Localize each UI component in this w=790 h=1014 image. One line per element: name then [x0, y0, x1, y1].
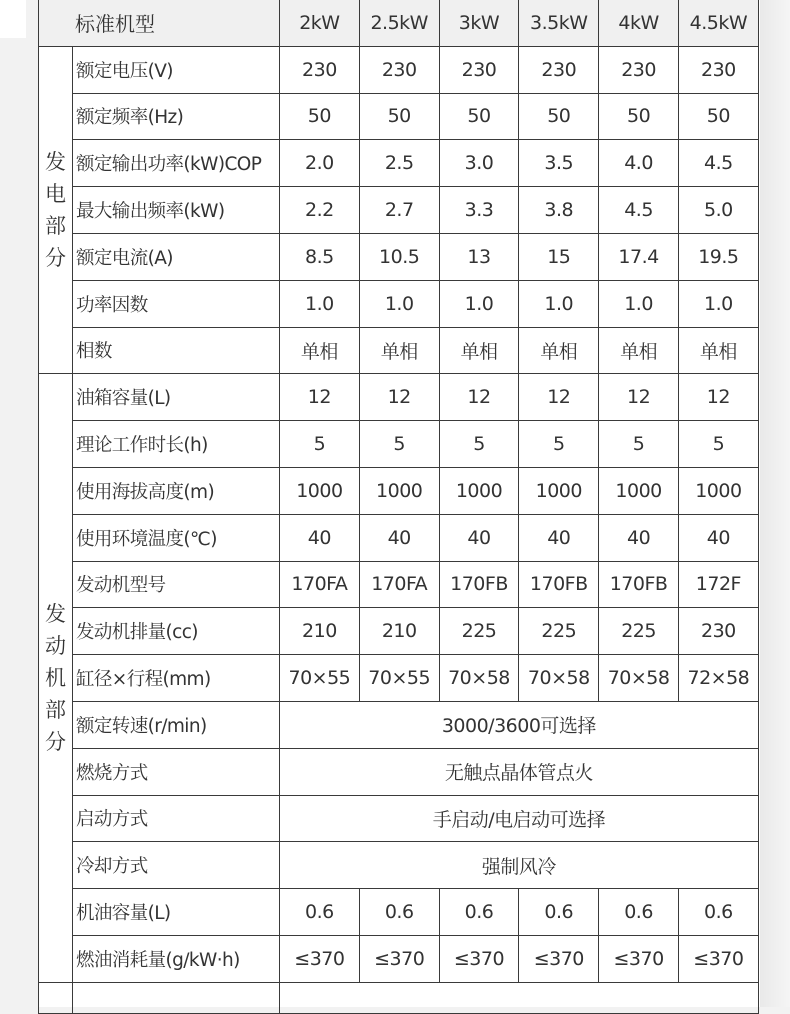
- table-row: [39, 748, 759, 795]
- value-cell: 72×58: [678, 655, 758, 702]
- value-cell: ≤370: [439, 935, 519, 982]
- row-name-cell: 燃烧方式: [73, 748, 280, 795]
- value-cell: 1.0: [439, 280, 519, 327]
- table-row-bottom-partial: [39, 982, 759, 1013]
- merged-value-cell: 手启动/电启动可选择: [280, 795, 759, 842]
- value-cell: 230: [359, 46, 439, 93]
- value-cell: 1000: [439, 467, 519, 514]
- row-name-cell: 额定转速(r/min): [73, 701, 280, 748]
- value-cell: 40: [519, 514, 599, 561]
- value-cell: 1000: [599, 467, 679, 514]
- value-cell: 40: [599, 514, 679, 561]
- value-cell: 5: [599, 421, 679, 468]
- value-cell: 70×55: [359, 655, 439, 702]
- header-label: 标准机型: [39, 0, 280, 46]
- value-cell: 8.5: [280, 233, 360, 280]
- merged-value-cell: 无触点晶体管点火: [280, 748, 759, 795]
- value-cell: 4.5: [599, 187, 679, 234]
- value-cell: 单相: [599, 327, 679, 374]
- value-cell: 0.6: [519, 889, 599, 936]
- value-cell: 17.4: [599, 233, 679, 280]
- value-cell: 230: [678, 46, 758, 93]
- value-cell: 40: [439, 514, 519, 561]
- value-cell: 1.0: [599, 280, 679, 327]
- table-row: [39, 935, 759, 982]
- value-cell: ≤370: [359, 935, 439, 982]
- row-name-cell: 相数: [73, 327, 280, 374]
- value-cell: 50: [599, 93, 679, 140]
- top-left-white-block: [0, 0, 26, 38]
- table-row: [39, 233, 759, 280]
- table-row: [39, 701, 759, 748]
- value-cell: 4.5: [678, 140, 758, 187]
- value-cell: 170FB: [599, 561, 679, 608]
- value-cell: 5: [280, 421, 360, 468]
- value-cell: 单相: [359, 327, 439, 374]
- value-cell: 3.8: [519, 187, 599, 234]
- value-cell: 13: [439, 233, 519, 280]
- value-cell: 50: [359, 93, 439, 140]
- value-cell: 70×58: [439, 655, 519, 702]
- value-cell: 172F: [678, 561, 758, 608]
- value-cell: 3.5: [519, 140, 599, 187]
- value-cell: 1000: [678, 467, 758, 514]
- header-model-cell: 2kW: [280, 0, 360, 46]
- value-cell: 1.0: [519, 280, 599, 327]
- table-row: [39, 421, 759, 468]
- value-cell: 10.5: [359, 233, 439, 280]
- table-row: [39, 93, 759, 140]
- value-cell: 40: [359, 514, 439, 561]
- value-cell: 12: [280, 374, 360, 421]
- value-cell: 225: [599, 608, 679, 655]
- value-cell: 12: [519, 374, 599, 421]
- value-cell: 1000: [519, 467, 599, 514]
- row-name-cell: 燃油消耗量(g/kW·h): [73, 935, 280, 982]
- row-name-cell: 额定输出功率(kW)COP: [73, 140, 280, 187]
- row-name-cell: 油箱容量(L): [73, 374, 280, 421]
- value-cell: 70×58: [599, 655, 679, 702]
- value-cell: ≤370: [519, 935, 599, 982]
- value-cell: 单相: [280, 327, 360, 374]
- row-name-cell: 额定频率(Hz): [73, 93, 280, 140]
- value-cell: 0.6: [439, 889, 519, 936]
- row-name-cell: 额定电流(A): [73, 233, 280, 280]
- value-cell: 0.6: [678, 889, 758, 936]
- row-name-cell: 额定电压(V): [73, 46, 280, 93]
- value-cell: 12: [439, 374, 519, 421]
- table-row: [39, 608, 759, 655]
- value-cell: 5: [359, 421, 439, 468]
- value-cell: 70×55: [280, 655, 360, 702]
- row-name-cell: 机油容量(L): [73, 889, 280, 936]
- value-cell: 0.6: [599, 889, 679, 936]
- value-cell: 230: [280, 46, 360, 93]
- value-cell: 19.5: [678, 233, 758, 280]
- value-cell: 2.7: [359, 187, 439, 234]
- table-row: [39, 467, 759, 514]
- table-row: [39, 561, 759, 608]
- value-cell: 5: [678, 421, 758, 468]
- header-model-cell: 2.5kW: [359, 0, 439, 46]
- table-row: [39, 187, 759, 234]
- header-model-cell: 3kW: [439, 0, 519, 46]
- value-cell: 12: [599, 374, 679, 421]
- value-cell: 1.0: [678, 280, 758, 327]
- row-name-cell: 冷却方式: [73, 842, 280, 889]
- value-cell: 40: [280, 514, 360, 561]
- table-row: [39, 842, 759, 889]
- value-cell: 1000: [280, 467, 360, 514]
- value-cell: ≤370: [280, 935, 360, 982]
- row-name-cell: 功率因数: [73, 280, 280, 327]
- row-name-cell: 理论工作时长(h): [73, 421, 280, 468]
- value-cell: 5: [519, 421, 599, 468]
- value-cell: 0.6: [280, 889, 360, 936]
- table-row: [39, 374, 759, 421]
- row-name-cell: 最大输出频率(kW): [73, 187, 280, 234]
- group-label-engine: 发动机部分: [39, 374, 73, 982]
- value-cell: 12: [678, 374, 758, 421]
- value-cell: 70×58: [519, 655, 599, 702]
- value-cell: 225: [519, 608, 599, 655]
- value-cell: 170FB: [519, 561, 599, 608]
- header-model-cell: 4kW: [599, 0, 679, 46]
- value-cell: 2.5: [359, 140, 439, 187]
- value-cell: 单相: [678, 327, 758, 374]
- value-cell: 单相: [439, 327, 519, 374]
- spec-table: [38, 0, 759, 1014]
- table-row: [39, 795, 759, 842]
- table-row: [39, 280, 759, 327]
- value-cell: 1.0: [359, 280, 439, 327]
- value-cell: 50: [678, 93, 758, 140]
- row-name-cell: 发动机型号: [73, 561, 280, 608]
- value-cell: ≤370: [678, 935, 758, 982]
- value-cell: 230: [439, 46, 519, 93]
- table-row: [39, 327, 759, 374]
- value-cell: 230: [678, 608, 758, 655]
- table-row: [39, 889, 759, 936]
- value-cell: 4.0: [599, 140, 679, 187]
- value-cell: 单相: [519, 327, 599, 374]
- header-model-cell: 3.5kW: [519, 0, 599, 46]
- row-name-cell: 使用海拔高度(m): [73, 467, 280, 514]
- value-cell: 1000: [359, 467, 439, 514]
- value-cell: 40: [678, 514, 758, 561]
- value-cell: 170FA: [359, 561, 439, 608]
- value-cell: 5.0: [678, 187, 758, 234]
- table-header-row: [39, 0, 759, 46]
- value-cell: 1.0: [280, 280, 360, 327]
- value-cell: 0.6: [359, 889, 439, 936]
- value-cell: 3.3: [439, 187, 519, 234]
- row-name-cell: 启动方式: [73, 795, 280, 842]
- value-cell: 3.0: [439, 140, 519, 187]
- value-cell: 50: [280, 93, 360, 140]
- value-cell: 2.2: [280, 187, 360, 234]
- value-cell: 210: [280, 608, 360, 655]
- value-cell: 15: [519, 233, 599, 280]
- spec-table-body: [39, 0, 759, 1013]
- header-model-cell: 4.5kW: [678, 0, 758, 46]
- right-shadow: [760, 0, 790, 1007]
- value-cell: 170FA: [280, 561, 360, 608]
- value-cell: 225: [439, 608, 519, 655]
- value-cell: 2.0: [280, 140, 360, 187]
- table-row: [39, 655, 759, 702]
- table-row: [39, 140, 759, 187]
- table-row: [39, 514, 759, 561]
- value-cell: 230: [519, 46, 599, 93]
- merged-value-cell: 强制风冷: [280, 842, 759, 889]
- value-cell: 50: [439, 93, 519, 140]
- merged-value-cell: 3000/3600可选择: [280, 701, 759, 748]
- value-cell: 12: [359, 374, 439, 421]
- table-row: [39, 46, 759, 93]
- row-name-cell: 使用环境温度(℃): [73, 514, 280, 561]
- row-name-cell: 发动机排量(cc): [73, 608, 280, 655]
- row-name-cell: 缸径×行程(mm): [73, 655, 280, 702]
- value-cell: 210: [359, 608, 439, 655]
- value-cell: 50: [519, 93, 599, 140]
- group-label-generator: 发电部分: [39, 46, 73, 374]
- value-cell: ≤370: [599, 935, 679, 982]
- value-cell: 230: [599, 46, 679, 93]
- value-cell: 5: [439, 421, 519, 468]
- value-cell: 170FB: [439, 561, 519, 608]
